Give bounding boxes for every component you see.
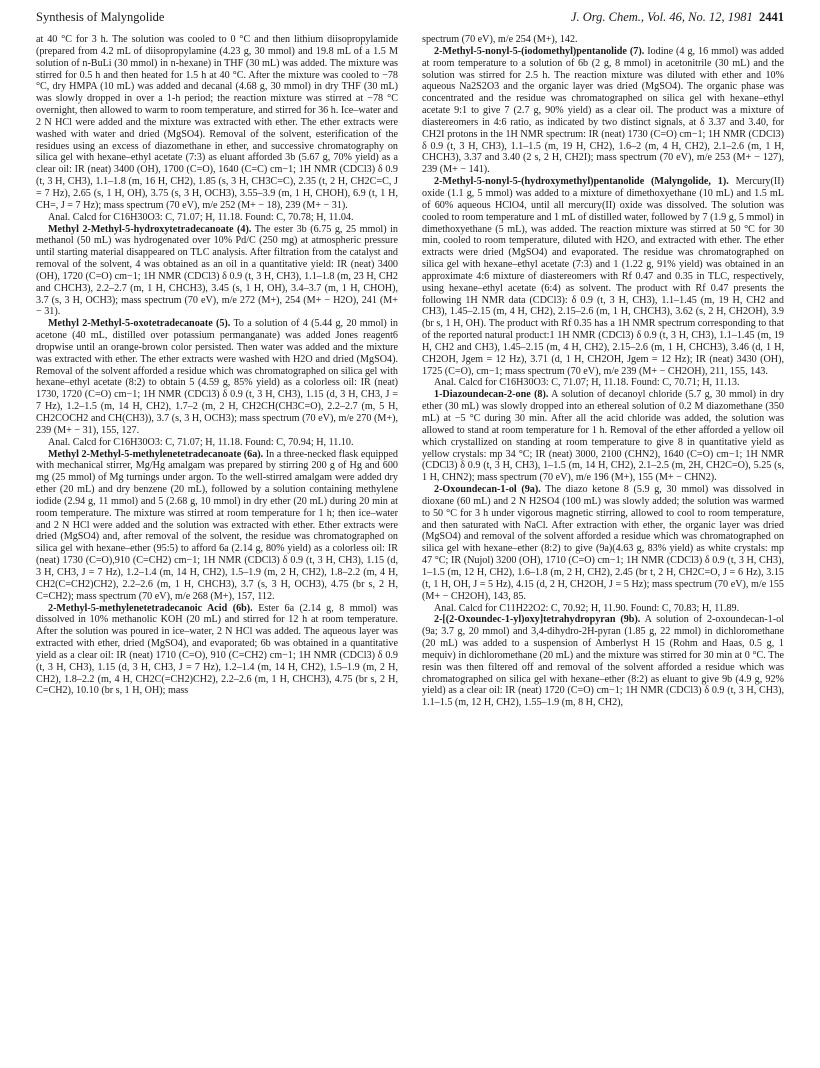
compound-heading: 2-Oxoundecan-1-ol (9a). — [434, 484, 541, 496]
paragraph — [422, 389, 784, 484]
paragraph-text: A solution of decanoyl chloride (5.7 g, 30 mmol) in dry ether (30 mL) was slowly dropped into an ethereal solution of 0.2 M diazomethane (350 mL) at −5 °C during 30 min. After all the acid chloride was added, the solution was allowed to stand at room temperature for 1 h. Removal of the ether afforded a yellow oil which crystallized on standing at room temperature to give 8 in quantitative yield as yellow crystals: mp 34 °C; IR (neat) 3000, 2100 (CHN2), 1640 (C=O) cm−1; 1H NMR (CDCl3) δ 0.9 (t, 3 H, CH3), 1–1.5 (m, 14 H, CH2), 2.1–2.5 (m, 2H, CH2C=O), 5.25 (s, 1 H, CHN2); mass spectrum (70 eV), m/e 196 (M+), 155 (M+ − CHN2). — [422, 389, 784, 484]
compound-heading: 2-Methyl-5-methylenetetradecanoic Acid (6b). — [48, 602, 253, 614]
paragraph — [36, 437, 398, 449]
journal-reference: J. Org. Chem., Vol. 46, No. 12, 1981 — [570, 10, 753, 24]
paragraph — [422, 377, 784, 389]
running-title: Synthesis of Malyngolide — [36, 10, 165, 24]
paragraph — [422, 603, 784, 615]
paragraph — [36, 318, 398, 436]
compound-heading: 2-Methyl-5-nonyl-5-(hydroxymethyl)pentanolide (Malyngolide, 1). — [434, 176, 729, 188]
paragraph-text: Mercury(II) oxide (1.1 g, 5 mmol) was added to a mixture of dimethoxyethane (10 mL) and 1.5 mL of 60% aqueous HClO4, until all mercury(II) oxide was dissolved. The solution was cooled to room temperature and 1 mL of distilled water, followed by 7 (1.9 g, 5 mmol) in dimethoxyethane (5 mL), was added. The reaction mixture was stirred at 50 °C for 30 min, cooled to room temperature, diluted with H2O, and extracted with ether. The ether extracts were dried (MgSO4) and evaporated. The residue was chromatographed on silica gel with hexane–ethyl acetate (7:3) and 1 (1.22 g, 91% yield) was obtained in an approximate 4:6 mixture of diastereomers with Rf 0.47 and 0.35 in TLC, respectively, using hexane–ethyl acetate (6:4) as solvent. The product with Rf 0.47 presents the following 1H NMR data (CDCl3): δ 0.9 (t, 3 H, CH3), 1.1–1.45 (m, 19 H, CH2 and CH3), 1.45–2.15 (m, 4 H, CH2), 2.15–2.6 (m, 1 H, CHCH3), 3.62 (s, 2 H, CH2OH), 3.9 (br s, 1 H, OH). The product with Rf 0.35 has a 1H NMR spectrum corresponding to that of the reported natural product:1 1H NMR (CDCl3) δ 0.9 (t, 3 H, CH3), 1.1–1.45 (m, 19 H, CH2 and CH3), 1.45–2.15 (m, 4 H, CH2), 2.15–2.6 (m, 1 H, CHCH3), 3.46 (d, 1 H, CH2OH, Jgem = 12 Hz), 3.71 (d, 1 H, CH2OH, Jgem = 12 Hz); IR (neat) 3430 (OH), 1725 (C=O), cm−1; mass spectrum (70 eV), m/e 239 (M+ − CH2OH), 211, 155, 143. — [422, 176, 784, 377]
compound-heading: Methyl 2-Methyl-5-methylenetetradecanoate (6a). — [48, 448, 264, 460]
compound-heading: 2-Methyl-5-nonyl-5-(iodomethyl)pentanolide (7). — [434, 45, 645, 57]
page-number: 2441 — [759, 10, 784, 24]
paragraph-text: To a solution of 4 (5.44 g, 20 mmol) in acetone (40 mL, distilled over potassium permanganate) was added Jones reagent6 dropwise until an orange-brown color persisted. Then water was added and the mixture was extracted with ether. The ether extracts were washed with H2O and dried (MgSO4). Removal of the solvent afforded a residue which was chromatographed on silica gel with hexane–ethyl acetate (8:2) to obtain 5 (4.59 g, 85% yield) as a colorless oil: IR (neat) 1730, 1720 (C=O) cm−1; 1H NMR (CDCl3) δ 0.9 (t, 3 H, CH3), 1.15 (d, 3 H, CH3, J = 7 Hz), 1.2–1.5 (m, 14 H, CH2), 1.7–2 (m, 2 H, CH2CH(CH3C=O), 2.2–2.7 (m, 5 H, CH2COCH2 and CH(CH3)), 3.7 (s, 3 H, OCH3); mass spectrum (70 eV), m/e 270 (M+), 239 (M+ − 31), 155, 127. — [36, 318, 398, 436]
paragraph — [36, 603, 398, 698]
paragraph-text: at 40 °C for 3 h. The solution was cooled to 0 °C and then lithium diisopropylamide (prepared from 4.2 mL of diisopropylamine (4.23 g, 30 mmol) and 19.8 mL of a 1.5 M solution of n-BuLi (30 mmol) in n-hexane) in THF (30 mL) was added. The mixture was stirred for 0.5 h and then heated for 1.5 h at 40 °C. After the mixture was cooled to −78 °C, dry HMPA (10 mL) was added and decanal (4.68 g, 30 mmol) in dry THF (30 mL) was slowly dropped in over a 1-h period; the reaction mixture was stirred at −78 °C overnight, then allowed to warm to room temperature, and stirred for 36 h. Ice–water and 2 N HCl were added and the mixture was extracted with ether. The ether extracts were washed with water and dried (MgSO4). Removal of the solvent, esterification of the residues using an excess of diazomethane in ether, and successive chromatography on silica gel with hexane–ethyl acetate (7:3) as eluant afforded 3b (5.67 g, 70% yield) as a clear oil: IR (neat) 3400 (OH), 1700 (C=O), 1640 (C=C) cm−1; 1H NMR (CDCl3) δ 0.9 (t, 3 H, CH3), 1.1–1.8 (m, 16 H, CH2), 1.85 (s, 3 H, CH3C=C), 2.35 (t, 2 H, CH2C=C, J = 7 Hz), 2.65 (s, 1 H, OH), 3.75 (s, 3 H, OCH3), 3.55–3.9 (m, 1 H, CHOH), 6.9 (t, 1 H, CH=, J = 7 Hz); mass spectrum (70 eV), m/e 252 (M+ − 18), 239 (M+ − 31). — [36, 34, 398, 211]
paragraph — [422, 484, 784, 602]
paragraph-text: spectrum (70 eV), m/e 254 (M+), 142. — [422, 34, 578, 45]
paragraph — [422, 176, 784, 377]
paragraph-text: The diazo ketone 8 (5.9 g, 30 mmol) was dissolved in dioxane (60 mL) and 2 N H2SO4 (100 mL) was slowly added; the solution was warmed to 50 °C for 3 h under vigorous magnetic stirring, allowed to cool to room temperature, and then saturated with NaCl. After extraction with ether, the organic layer was dried (MgSO4) and removal of the solvent afforded a residue which was chromatographed on silica gel with hexane–ether (8:2) to give (9a)(4.63 g, 83% yield) as white crystals: mp 47 °C; IR (Nujol) 3200 (OH), 1710 (C=O) cm−1; 1H NMR (CDCl3) δ 0.9 (t, 3 H, CH3), 1–1.5 (m, 12 H, CH2), 1.6–1.8 (m, 2 H, CH2), 2.45 (br t, 2 H, CH2C=O, J = 6 Hz), 3.15 (t, 1 H, OH, J = 5 Hz), 4.15 (d, 2 H, CH2OH, J = 5 Hz); mass spectrum (70 eV), m/e 155 (M+ − CH2OH), 143, 85. — [422, 484, 785, 602]
paragraph — [36, 34, 398, 212]
paragraph-text: Anal. Calcd for C11H22O2: C, 70.92; H, 11.90. Found: C, 70.83; H, 11.89. — [434, 602, 740, 614]
compound-heading: Methyl 2-Methyl-5-oxotetradecanoate (5). — [48, 318, 231, 330]
paragraph-text: A solution of 2-oxoundecan-1-ol (9a; 3.7 g, 20 mmol) and 3,4-dihydro-2H-pyran (1.85 g, 22 mmol) in dichloromethane (20 mL) was added to a suspension of Amberlyst H 15 (Rohm and Haas, 0.5 g, 1 mequiv) in dichloromethane (20 mL) and the mixture was stirred for 30 min at 0 °C. The resin was then filtered off and removal of the solvent afforded a residue which was chromatographed on silica gel with hexane–ether (8:2) as eluant to give 9b (4.9 g, 92% yield) as a clear oil: IR (neat) 1720 (C=O) cm−1; 1H NMR (CDCl3) δ 0.9 (t, 3 H, CH3), 1.1–1.5 (m, 12 H, CH2), 1.55–1.9 (m, 8 H, CH2), — [422, 614, 784, 709]
paragraph-text: In a three-necked flask equipped with mechanical stirrer, Mg/Hg amalgam was prepared by stirring 200 g of Hg and 600 mg (25 mmol) of Mg turnings under argon. To the well-stirred amalgam were added dry ether (20 mL) and dry benzene (20 mL), followed by a solution containing methylene iodide (2.94 g, 11 mmol) and 5 (2.68 g, 10 mmol) in dry ether (20 mL) during 20 min at room temperature. The mixture was stirred at room temperature for 1 h; then ice–water and 2 N HCl were added and the solution was extracted with ether. Ether extracts were dried (MgSO4) and, after removal of the solvent, the residue was chromatographed on silica gel with hexane–ether (95:5) to afford 6a (2.14 g, 80% yield) as a colorless oil: IR (neat) 1730 (C=O),910 (C=CH2) cm−1; 1H NMR (CDCl3) δ 0.9 (t, 3 H, CH3), 1.15 (d, 3 H, CH3, J = 7 Hz), 1.2–1.4 (m, 14 H, CH2), 1.5–1.9 (m, 2 H, CH2), 1.8–2.2 (m, 4 H, CH2(C=CH2)CH2), 2.2–2.6 (m, 1 H, CHCH3), 3.7 (s, 3 H, OCH3), 4.75 (br s, 2 H, C=CH2); mass spectrum (70 eV), m/e 268 (M+), 157, 112. — [36, 448, 398, 602]
paragraph-text: Ester 6a (2.14 g, 8 mmol) was dissolved in 10% methanolic KOH (20 mL) and stirred for 12 h at room temperature. After the solution was poured in ice–water, 2 N HCl was added. The aqueous layer was extracted with ether, dried (MgSO4), and evaporated; 6b was obtained in a quantitative yield as a clear oil: IR (neat) 1710 (C=O), 910 (C=CH2) cm−1; 1H NMR (CDCl3) δ 0.9 (t, 3 H, CH3), 1.15 (d, 3 H, CH3, J = 7 Hz), 1.2–1.4 (m, 14 H, CH2), 1.5–1.9 (m, 2 H, CH2), 1.8–2.2 (m, 4 H, CH2C(=CH2)CH2), 2.2–2.6 (m, 1 H, CHCH3), 4.75 (br s, 2 H, C=CH2), 10.10 (br s, 1 H, OH); mass — [36, 602, 398, 697]
paragraph — [36, 224, 398, 319]
compound-heading: 1-Diazoundecan-2-one (8). — [434, 389, 549, 401]
compound-heading: Methyl 2-Methyl-5-hydroxytetradecanoate (4). — [48, 223, 252, 235]
paragraph-text: Iodine (4 g, 16 mmol) was added at room temperature to a solution of 6b (2 g, 8 mmol) in acetonitrile (30 mL) and the solution was stirred for 2.5 h. The reaction mixture was diluted with ether and 10% aqueous Na2S2O3 and the organic layer was dried (MgSO4). The organic phase was concentrated and the residue was chromatographed on silica gel with hexane–ethyl acetate 9:1 to give 7 (2.7 g, 90% yield) as a clear oil. The product was a mixture of diastereomers in 4:6 ratio, as indicated by two distinct signals, at δ 3.37 and 3.40, for CH2I protons in the 1H NMR spectrum: IR (neat) 1730 (C=O) cm−1; 1H NMR (CDCl3) δ 0.9 (t, 3 H, CH3), 1.1–1.5 (m, 19 H, CH2), 1.6–2 (m, 4 H, CH2), 2.1–2.6 (m, 1 H, CHCH3), 3.37 and 3.40 (2 s, 2 H, CH2I); mass spectrum (70 eV), m/e 253 (M+ − 127), 239 (M+ − 141). — [422, 45, 784, 176]
paragraph-text: Anal. Calcd for C16H30O3: C, 71.07; H, 11.18. Found: C, 70.71; H, 11.13. — [434, 377, 740, 389]
paragraph-text: The ester 3b (6.75 g, 25 mmol) in methanol (50 mL) was hydrogenated over 10% Pd/C (250 mg) at atmospheric pressure until starting material disappeared on TLC analysis. After filtration from the catalyst and removal of the solvent, 4 was obtained as an oil in a quantitative yield: IR (neat) 3400 (OH), 1720 (C=O) cm−1; 1H NMR (CDCl3) δ 0.9 (t, 3 H, CH3), 1.1–1.8 (m, 23 H, CH2 and CHCH3), 2.2–2.7 (m, 1 H, CHCH3), 3.45 (s, 1 H, OH), 3.4–3.7 (m, 1 H, CHOH), 3.7 (s, 3 H, OCH3); mass spectrum (70 eV), m/e 272 (M+), 254 (M+ − H2O), 241 (M+ − 31). — [36, 223, 398, 318]
paragraph-text: Anal. Calcd for C16H30O3: C, 71.07; H, 11.18. Found: C, 70.94; H, 11.10. — [48, 436, 354, 448]
text-columns — [36, 34, 784, 709]
paragraph-text: Anal. Calcd for C16H30O3: C, 71.07; H, 11.18. Found: C, 70.78; H, 11.04. — [48, 211, 354, 223]
compound-heading: 2-[(2-Oxoundec-1-yl)oxy]tetrahydropyran (9b). — [434, 614, 641, 626]
paragraph — [422, 614, 784, 709]
paragraph — [36, 212, 398, 224]
journal-citation — [571, 10, 784, 25]
paragraph — [36, 449, 398, 603]
running-header — [36, 10, 784, 32]
left-column — [36, 34, 398, 709]
paragraph — [422, 46, 784, 176]
paragraph — [422, 34, 784, 46]
right-column — [422, 34, 784, 709]
